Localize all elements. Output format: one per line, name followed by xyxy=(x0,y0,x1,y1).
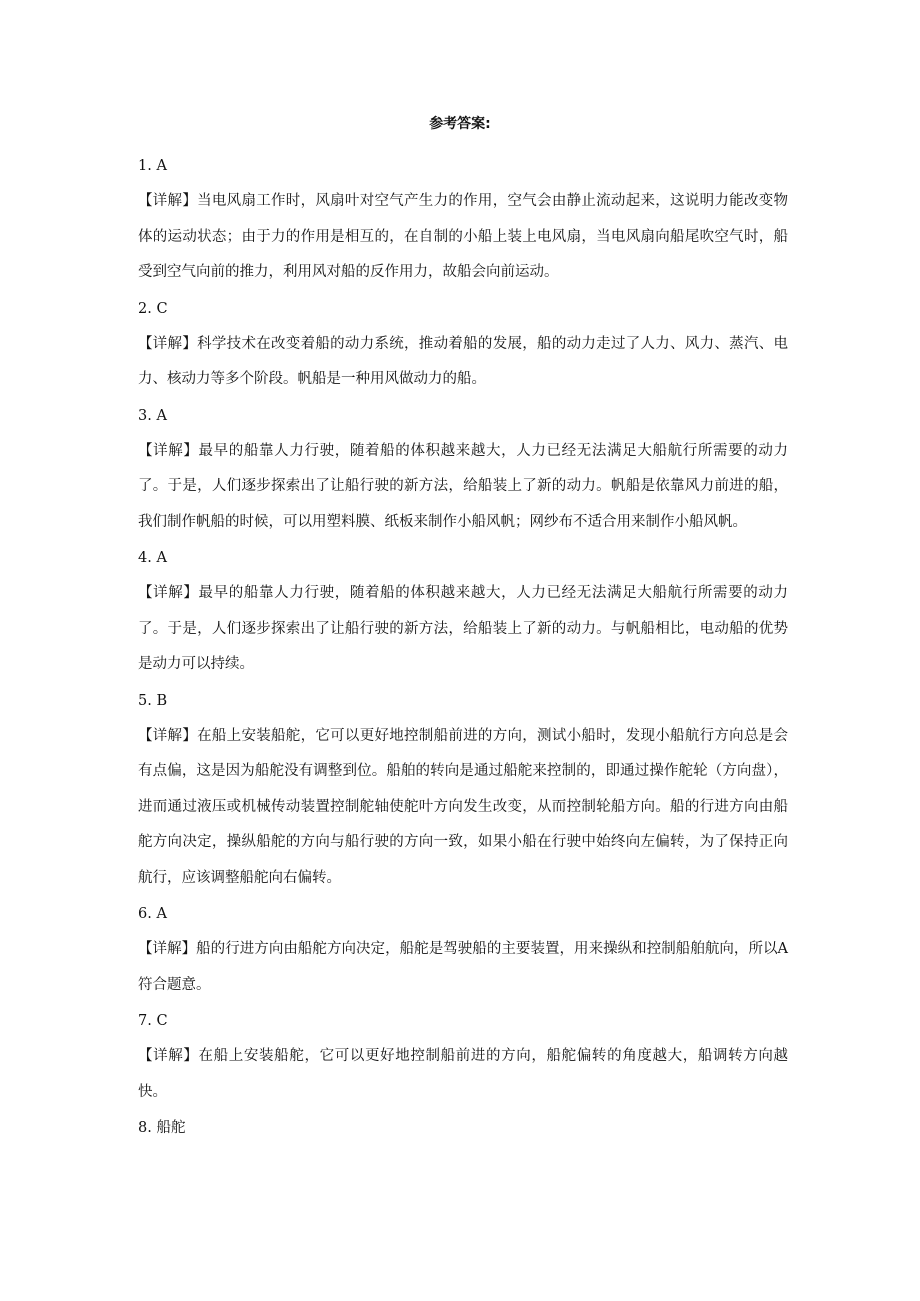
answer-2-number: 2. C xyxy=(138,300,168,317)
explanation-text: 科学技术在改变着船的动力系统，推动着船的发展，船的动力走过了人力、风力、蒸汽、电力、核动力等多个阶段。帆船是一种用风做动力的船。 xyxy=(138,335,789,387)
explanation-text: 在船上安装船舵，它可以更好地控制船前进的方向，测试小船时，发现小船航行方向总是会有点偏，这是因为船舵没有调整到位。船舶的转向是通过船舵来控制的，即通过操作舵轮（方向盘），进而通过液压或机械传动装置控制舵轴使舵叶方向发生改变，从而控制轮船方向。船的行进方向由船舵方向决定，操纵船舵的方向与船行驶的方向一致，如果小船在行驶中始终向左偏转，为了保持正向航行，应该调整船舵向右偏转。 xyxy=(138,727,789,886)
explanation-tag: 【详解】 xyxy=(138,1048,199,1064)
answer-7-number: 7. C xyxy=(138,1013,168,1029)
explanation-text: 在船上安装船舵，它可以更好地控制船前进的方向，船舵偏转的角度越大，船调转方向越快。 xyxy=(138,1048,789,1100)
answer-6-explanation xyxy=(138,932,788,1003)
answer-2-explanation xyxy=(138,327,788,398)
page-title: 参考答案: xyxy=(429,116,491,132)
explanation-tag: 【详解】 xyxy=(138,941,197,957)
answer-4-explanation xyxy=(138,576,788,683)
answer-1-number: 1. A xyxy=(138,158,167,174)
answer-5-explanation xyxy=(138,719,788,897)
answer-6-number: 6. A xyxy=(138,906,167,922)
answer-3-number: 3. A xyxy=(138,407,167,424)
explanation-text: 船的行进方向由船舵方向决定，船舵是驾驶船的主要装置，用来操纵和控制船舶航向，所以A符合题意。 xyxy=(138,941,789,993)
explanation-tag: 【详解】 xyxy=(138,193,198,209)
answer-7-explanation xyxy=(138,1039,788,1110)
explanation-tag: 【详解】 xyxy=(138,335,198,352)
answer-1-explanation xyxy=(138,184,788,291)
answer-3-explanation xyxy=(138,434,788,541)
explanation-text: 当电风扇工作时，风扇叶对空气产生力的作用，空气会由静止流动起来，这说明力能改变物体的运动状态；由于力的作用是相互的，在自制的小船上装上电风扇，当电风扇向船尾吹空气时，船受到空气向前的推力，利用风对船的反作用力，故船会向前运动。 xyxy=(138,193,789,280)
answer-8-number: 8. 船舵 xyxy=(138,1120,186,1136)
answer-4-number: 4. A xyxy=(138,550,167,566)
answer-5-number: 5. B xyxy=(138,692,168,709)
explanation-tag: 【详解】 xyxy=(138,727,198,744)
explanation-tag: 【详解】 xyxy=(138,442,199,459)
explanation-text: 最早的船靠人力行驶，随着船的体积越来越大，人力已经无法满足大船航行所需要的动力了。于是，人们逐步探索出了让船行驶的新方法，给船装上了新的动力。与帆船相比，电动船的优势是动力可以持续。 xyxy=(138,585,789,672)
explanation-text: 最早的船靠人力行驶，随着船的体积越来越大，人力已经无法满足大船航行所需要的动力了。于是，人们逐步探索出了让船行驶的新方法，给船装上了新的动力。帆船是依靠风力前进的船，我们制作帆船的时候，可以用塑料膜、纸板来制作小船风帆；网纱布不适合用来制作小船风帆。 xyxy=(138,442,789,530)
answer-list xyxy=(138,148,788,1146)
explanation-tag: 【详解】 xyxy=(138,585,199,601)
